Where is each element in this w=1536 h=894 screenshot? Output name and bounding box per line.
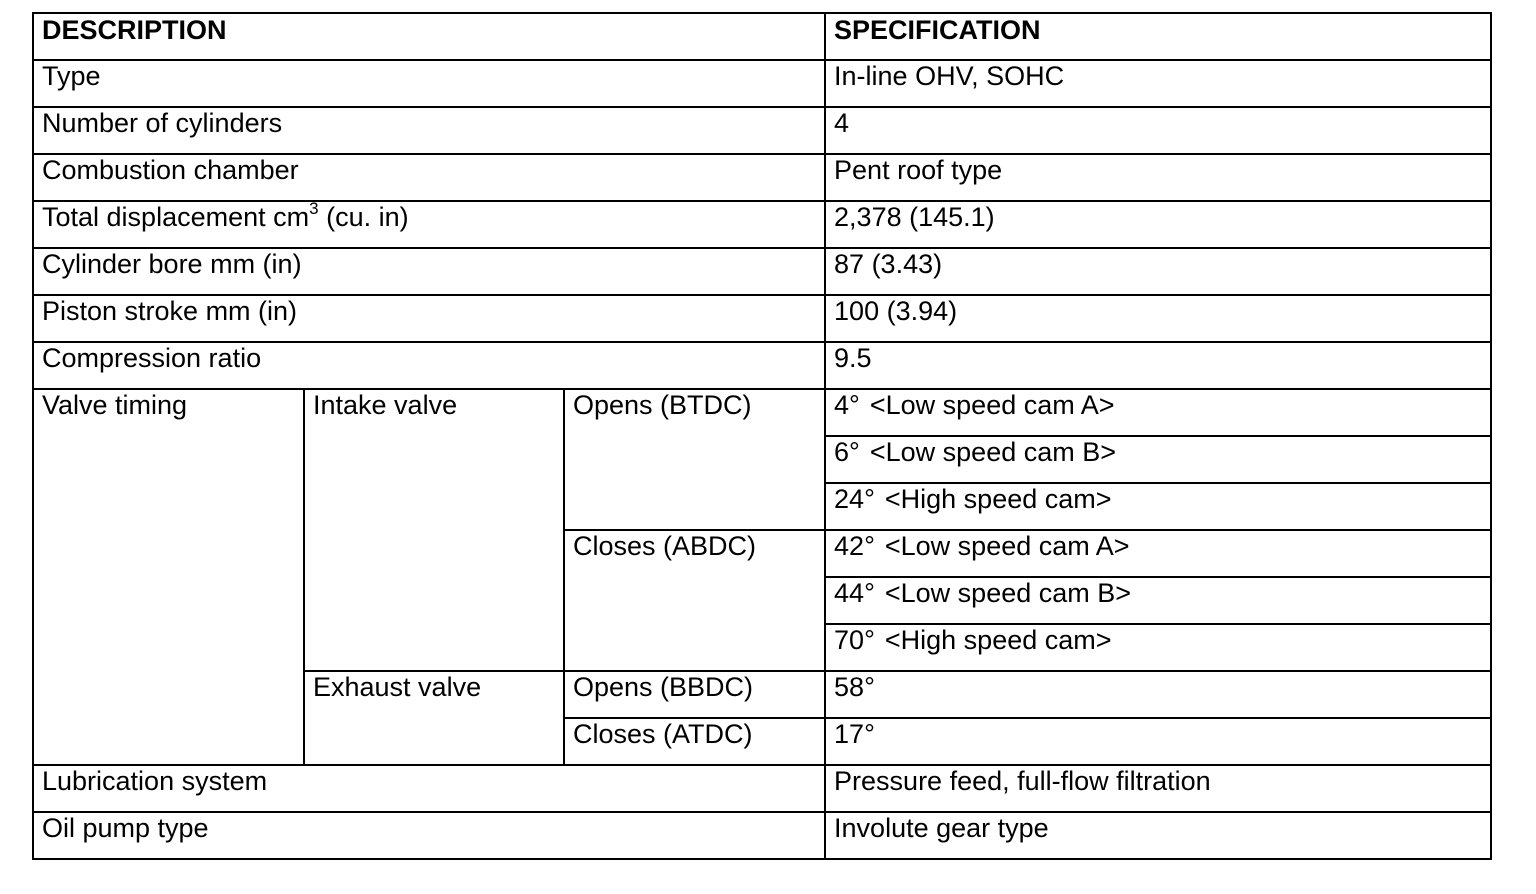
row-value-displacement: 2,378 (145.1) <box>825 201 1491 248</box>
exhaust-closes-value: 17° <box>825 718 1491 765</box>
engine-spec-table <box>32 12 1492 860</box>
table-row <box>33 295 1491 342</box>
table-row <box>33 60 1491 107</box>
timing-cam: <Low speed cam B> <box>884 578 1132 608</box>
table-row <box>33 248 1491 295</box>
timing-angle: 44° <box>834 578 875 608</box>
row-label-bore: Cylinder bore mm (in) <box>33 248 825 295</box>
row-label-lubrication: Lubrication system <box>33 765 825 812</box>
row-value-compression: 9.5 <box>825 342 1491 389</box>
row-value-cylinders: 4 <box>825 107 1491 154</box>
row-label-oil-pump: Oil pump type <box>33 812 825 859</box>
exhaust-valve-label: Exhaust valve <box>304 671 564 765</box>
table-row <box>33 342 1491 389</box>
row-label-compression: Compression ratio <box>33 342 825 389</box>
timing-angle: 6° <box>834 437 860 467</box>
row-value-chamber: Pent roof type <box>825 154 1491 201</box>
timing-angle: 4° <box>834 390 860 420</box>
header-specification: SPECIFICATION <box>825 13 1491 60</box>
intake-opens-entry <box>825 483 1491 530</box>
row-value-oil-pump: Involute gear type <box>825 812 1491 859</box>
exhaust-opens-value: 58° <box>825 671 1491 718</box>
displacement-label-prefix: Total displacement cm <box>42 202 310 232</box>
intake-closes-entry <box>825 577 1491 624</box>
intake-opens-label: Opens (BTDC) <box>564 389 825 530</box>
timing-angle: 70° <box>834 625 875 655</box>
timing-angle: 24° <box>834 484 875 514</box>
intake-opens-entry <box>825 436 1491 483</box>
valve-timing-label: Valve timing <box>33 389 304 765</box>
displacement-label-suffix: (cu. in) <box>318 202 409 232</box>
table-row <box>33 389 1491 436</box>
row-label-cylinders: Number of cylinders <box>33 107 825 154</box>
displacement-label-superscript: 3 <box>309 201 319 218</box>
intake-closes-label: Closes (ABDC) <box>564 530 825 671</box>
row-label-chamber: Combustion chamber <box>33 154 825 201</box>
table-row <box>33 107 1491 154</box>
timing-cam: <Low speed cam A> <box>869 390 1115 420</box>
exhaust-closes-label: Closes (ATDC) <box>564 718 825 765</box>
table-row <box>33 201 1491 248</box>
row-value-bore: 87 (3.43) <box>825 248 1491 295</box>
timing-angle: 42° <box>834 531 875 561</box>
timing-cam: <High speed cam> <box>884 625 1112 655</box>
row-label-stroke: Piston stroke mm (in) <box>33 295 825 342</box>
row-value-lubrication: Pressure feed, full-flow filtration <box>825 765 1491 812</box>
row-value-stroke: 100 (3.94) <box>825 295 1491 342</box>
timing-cam: <Low speed cam A> <box>884 531 1130 561</box>
header-description: DESCRIPTION <box>33 13 825 60</box>
intake-valve-label: Intake valve <box>304 389 564 671</box>
row-label-displacement <box>33 201 825 248</box>
row-label-type: Type <box>33 60 825 107</box>
timing-cam: <Low speed cam B> <box>869 437 1117 467</box>
timing-cam: <High speed cam> <box>884 484 1112 514</box>
intake-closes-entry <box>825 530 1491 577</box>
exhaust-opens-label: Opens (BBDC) <box>564 671 825 718</box>
table-row <box>33 154 1491 201</box>
table-row <box>33 765 1491 812</box>
table-header-row <box>33 13 1491 60</box>
intake-opens-entry <box>825 389 1491 436</box>
table-row <box>33 812 1491 859</box>
row-value-type: In-line OHV, SOHC <box>825 60 1491 107</box>
intake-closes-entry <box>825 624 1491 671</box>
